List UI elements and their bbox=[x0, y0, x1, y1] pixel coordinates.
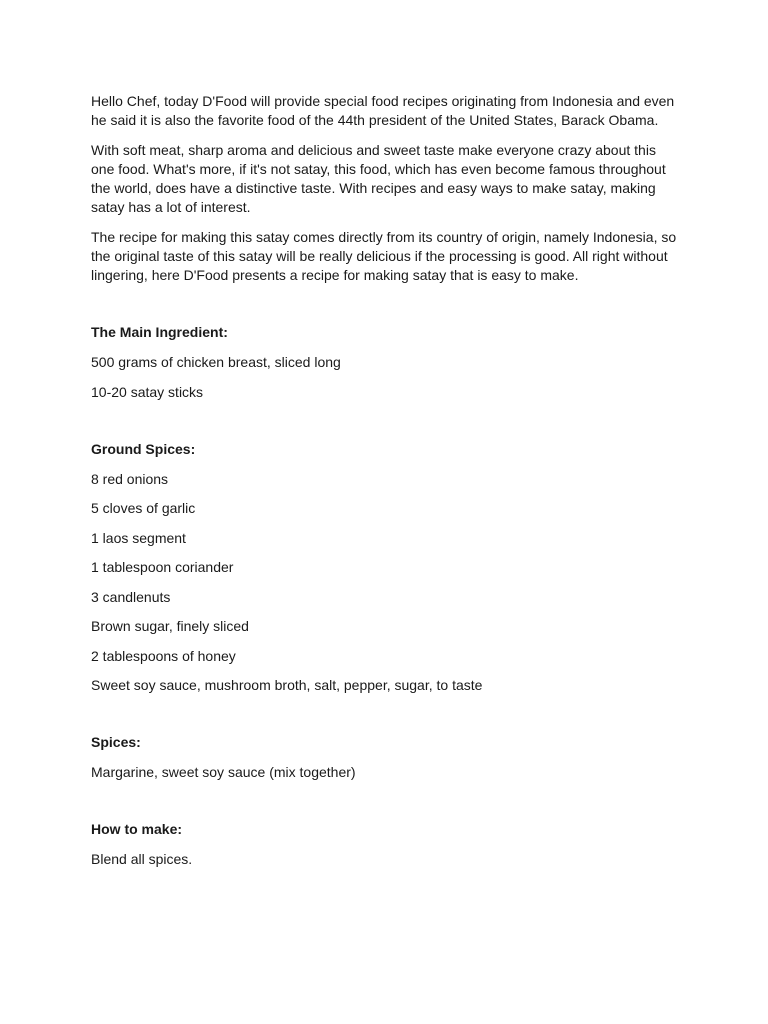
how-to-make-heading: How to make: bbox=[91, 821, 183, 837]
how-to-make-section bbox=[91, 820, 681, 869]
ingredient-item: 2 tablespoons of honey bbox=[91, 647, 236, 664]
intro-section bbox=[91, 92, 681, 285]
instruction-step: Blend all spices. bbox=[91, 851, 193, 867]
ingredient-item: 1 laos segment bbox=[91, 529, 186, 546]
document-body bbox=[91, 92, 681, 907]
ingredient-item: Brown sugar, finely sliced bbox=[91, 618, 249, 634]
main-ingredient-section bbox=[91, 323, 681, 402]
intro-paragraph: With soft meat, sharp aroma and delicious and sweet taste make everyone crazy about this one food. What's more, if it's not satay, this food, which has even become famous throughout the world, does have a distinctive taste. With recipes and easy ways to make satay, making satay has a lot of interest. bbox=[91, 142, 666, 215]
ingredient-item: 500 grams of chicken breast, sliced long bbox=[91, 354, 341, 370]
ingredient-item: 1 tablespoon coriander bbox=[91, 559, 234, 575]
intro-paragraph: Hello Chef, today D'Food will provide special food recipes originating from Indonesia and even he said it is also the favorite food of the 44th president of the United States, Barack Obama. bbox=[91, 93, 675, 128]
ingredient-item: 3 candlenuts bbox=[91, 588, 171, 605]
spices-heading: Spices: bbox=[91, 734, 141, 750]
spices-section bbox=[91, 733, 681, 782]
ground-spices-heading: Ground Spices: bbox=[91, 440, 196, 457]
intro-paragraph: The recipe for making this satay comes directly from its country of origin, namely Indonesia, so the original taste of this satay will be really delicious if the processing is good. All right without lingering, here D'Food presents a recipe for making satay that is easy to make. bbox=[91, 229, 677, 283]
ingredient-item: Margarine, sweet soy sauce (mix together) bbox=[91, 764, 356, 780]
ingredient-item: 8 red onions bbox=[91, 470, 169, 487]
ingredient-item: 5 cloves of garlic bbox=[91, 500, 196, 516]
main-ingredient-heading: The Main Ingredient: bbox=[91, 324, 228, 340]
ingredient-item: 10-20 satay sticks bbox=[91, 383, 204, 400]
ingredient-item: Sweet soy sauce, mushroom broth, salt, pepper, sugar, to taste bbox=[91, 677, 483, 693]
ground-spices-section bbox=[91, 440, 681, 696]
